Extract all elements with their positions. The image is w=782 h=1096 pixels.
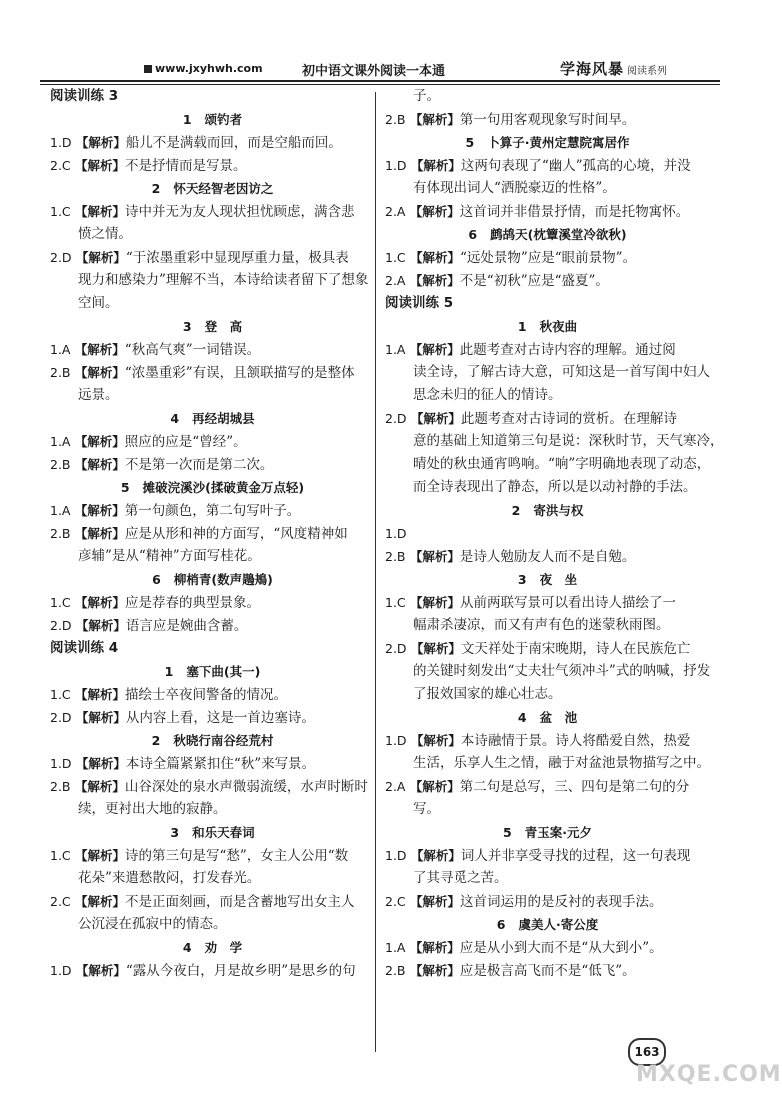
poem-title-text: 卜算子·黄州定慧院寓居作 — [487, 135, 630, 150]
poem-title — [385, 223, 710, 246]
analysis-tag: 【解析】 — [75, 710, 126, 725]
answer-text: “远处景物”应是“眼前景物”。 — [459, 250, 637, 266]
answer-item — [50, 430, 375, 453]
poem-title — [50, 315, 375, 338]
answer-text: 本诗融情于景。诗人将酷爱自然，热爱 — [460, 733, 691, 749]
analysis-tag: 【解析】 — [74, 687, 125, 702]
poem-title-text: 柳梢青(数声鶗鴂) — [173, 572, 273, 587]
answer-item — [385, 936, 710, 959]
answer-item — [385, 200, 710, 223]
page-number: 163 — [628, 1038, 666, 1066]
answer-item — [50, 361, 375, 384]
analysis-tag: 【解析】 — [75, 618, 126, 633]
poem-title — [385, 131, 710, 154]
poem-title — [385, 821, 710, 844]
watermark-logo: MXQE.COM — [636, 1062, 782, 1087]
poem-number: 1 — [517, 319, 527, 334]
brand-name: 学海风暴 — [560, 60, 625, 78]
analysis-tag: 【解析】 — [75, 250, 126, 265]
answer-number: 2.D — [50, 250, 72, 265]
answer-item — [385, 154, 710, 177]
analysis-tag: 【解析】 — [409, 342, 460, 357]
answer-item — [385, 844, 710, 867]
answer-number: 2.B — [50, 457, 71, 472]
answer-text: 照应的应是“曾经”。 — [124, 434, 247, 450]
answer-continuation: 子。 — [413, 88, 440, 104]
poem-title — [385, 499, 710, 522]
answer-continuation: 生活，乐享人生之情，融于对盆池景物描写之中。 — [413, 755, 710, 771]
poem-title-text: 夜 坐 — [539, 572, 578, 587]
answer-item — [50, 131, 375, 154]
poem-number: 5 — [465, 135, 475, 150]
poem-title-text: 秋晓行南谷经荒村 — [173, 733, 274, 748]
answer-continuation: 续，更衬出大地的寂静。 — [78, 801, 227, 817]
answer-item — [385, 890, 710, 913]
answer-number: 2.D — [385, 641, 407, 656]
poem-title — [50, 108, 375, 131]
poem-title-text: 和乐天春词 — [192, 825, 255, 840]
answer-text: 这首词并非借景抒情，而是托物寓怀。 — [459, 204, 690, 220]
section-heading: 阅读训练 4 — [50, 640, 119, 656]
analysis-tag: 【解析】 — [75, 963, 126, 978]
answer-text: 诗的第三句是写“愁”，女主人公用“数 — [124, 848, 349, 864]
answer-number: 1.C — [385, 595, 406, 610]
answer-item — [50, 246, 375, 269]
poem-title — [385, 568, 710, 591]
analysis-tag: 【解析】 — [74, 365, 125, 380]
answer-number: 2.D — [385, 411, 407, 426]
answer-text: 不是正面刻画，而是含蓄地写出女主人 — [124, 894, 355, 910]
header-brand — [560, 58, 667, 79]
poem-title-text: 鹧鸪天(枕簟溪堂冷欲秋) — [490, 227, 627, 242]
analysis-tag: 【解析】 — [409, 963, 460, 978]
analysis-tag: 【解析】 — [410, 158, 461, 173]
analysis-tag: 【解析】 — [409, 549, 460, 564]
answer-item — [50, 154, 375, 177]
answer-continuation: 写。 — [413, 801, 440, 817]
answer-number: 1.A — [50, 342, 71, 357]
poem-title-text: 摊破浣溪沙(揉破黄金万点轻) — [142, 480, 305, 495]
answer-number: 1.A — [50, 503, 71, 518]
page-header — [40, 58, 720, 84]
poem-title-text: 怀天经智老因访之 — [173, 181, 274, 196]
poem-number: 2 — [151, 733, 161, 748]
answer-item — [50, 890, 375, 913]
answer-text: 应是从形和神的方面写，“风度精神如 — [124, 526, 348, 542]
poem-title — [50, 476, 375, 499]
poem-title — [50, 177, 375, 200]
left-column — [50, 85, 375, 982]
answer-item — [50, 522, 375, 545]
answer-item — [385, 545, 710, 568]
poem-number: 4 — [182, 940, 192, 955]
section-heading: 阅读训练 3 — [50, 88, 119, 104]
answer-number: 2.D — [50, 710, 72, 725]
poem-number: 1 — [182, 112, 192, 127]
answer-number: 2.D — [50, 618, 72, 633]
answer-number: 1.C — [50, 204, 71, 219]
answer-number: 2.B — [385, 549, 406, 564]
answer-item — [50, 683, 375, 706]
answer-text: 从内容上看，这是一首边塞诗。 — [125, 710, 315, 726]
analysis-tag: 【解析】 — [74, 204, 125, 219]
poem-title-text: 虞美人·寄公度 — [518, 917, 599, 932]
poem-title — [385, 706, 710, 729]
poem-title-text: 青玉案·元夕 — [524, 825, 592, 840]
analysis-tag: 【解析】 — [410, 848, 461, 863]
answer-number: 2.A — [385, 204, 406, 219]
poem-title — [50, 936, 375, 959]
answer-number: 1.A — [385, 940, 406, 955]
answer-continuation: 意的基础上知道第三句是说：深秋时节，天气寒冷， — [413, 433, 724, 449]
analysis-tag: 【解析】 — [74, 342, 125, 357]
answer-item — [385, 591, 710, 614]
answer-number: 1.C — [50, 687, 71, 702]
analysis-tag: 【解析】 — [409, 250, 460, 265]
poem-number: 4 — [170, 411, 180, 426]
poem-number: 3 — [517, 572, 527, 587]
poem-title — [50, 821, 375, 844]
answer-item — [50, 591, 375, 614]
analysis-tag: 【解析】 — [74, 526, 125, 541]
answer-item — [50, 959, 375, 982]
section-heading: 阅读训练 5 — [385, 295, 454, 311]
answer-text: 此题考查对古诗内容的理解。通过阅 — [459, 342, 676, 358]
answer-text: “于浓墨重彩中显现厚重力量，极具表 — [125, 250, 349, 266]
answer-text: 不是第一次而是第二次。 — [124, 457, 274, 473]
answer-number: 1.C — [50, 848, 71, 863]
answer-continuation: 了报效国家的雄心壮志。 — [413, 686, 562, 702]
answer-continuation: 思念未归的征人的情诗。 — [413, 387, 562, 403]
answer-text: 第二句是总写，三、四句是第二句的分 — [459, 779, 690, 795]
answer-text: 这两句表现了“幽人”孤高的心境，并没 — [460, 158, 691, 174]
answer-item — [385, 522, 710, 545]
answer-text: 从前两联写景可以看出诗人描绘了一 — [459, 595, 676, 611]
answer-continuation: 幅肃杀凄凉，而又有声有色的迷蒙秋雨图。 — [413, 617, 670, 633]
analysis-tag: 【解析】 — [409, 940, 460, 955]
analysis-tag: 【解析】 — [74, 779, 125, 794]
answer-item — [385, 407, 710, 430]
answer-continuation: 现力和感染力”理解不当，本诗给读者留下了想象 — [78, 272, 369, 288]
poem-title — [50, 660, 375, 683]
answer-continuation: 的关键时刻发出“丈夫壮气须冲斗”式的呐喊，抒发 — [413, 663, 711, 679]
poem-title-text: 颂钓者 — [204, 112, 243, 127]
answer-item — [50, 614, 375, 637]
poem-title-text: 登 高 — [204, 319, 243, 334]
answer-continuation: 而全诗表现出了静态，所以是以动衬静的手法。 — [413, 479, 697, 495]
analysis-tag: 【解析】 — [409, 894, 460, 909]
poem-title-text: 劝 学 — [204, 940, 243, 955]
answer-number: 1.D — [50, 963, 72, 978]
answer-text: “秋高气爽”一词错误。 — [124, 342, 261, 358]
poem-title — [385, 315, 710, 338]
answer-number: 1.D — [385, 158, 407, 173]
poem-title-text: 再经胡城县 — [192, 411, 255, 426]
poem-title-text: 寄洪与权 — [533, 503, 584, 518]
answer-item — [50, 499, 375, 522]
answer-number: 2.A — [385, 779, 406, 794]
answer-text: 描绘士卒夜间警备的情况。 — [124, 687, 287, 703]
answer-item — [385, 338, 710, 361]
answer-text: 此题考查对古诗词的赏析。在理解诗 — [460, 411, 677, 427]
poem-number: 5 — [120, 480, 130, 495]
analysis-tag: 【解析】 — [410, 641, 461, 656]
answer-text: 应是荐春的典型景象。 — [124, 595, 260, 611]
answer-number: 1.D — [385, 526, 407, 541]
answer-item — [50, 752, 375, 775]
poem-number: 5 — [502, 825, 512, 840]
answer-number: 1.D — [50, 756, 72, 771]
answer-continuation: 彦辅”是从“精神”方面写桂花。 — [78, 548, 261, 564]
answer-number: 2.B — [50, 779, 71, 794]
poem-number: 4 — [517, 710, 527, 725]
answer-continuation: 有体现出词人“洒脱豪迈的性格”。 — [413, 180, 616, 196]
answer-continuation: 远景。 — [78, 387, 119, 403]
answer-continuation: 公沉浸在孤寂中的情态。 — [78, 916, 227, 932]
answer-text: 船儿不是满载而回，而是空船而回。 — [125, 135, 342, 151]
poem-number: 6 — [152, 572, 161, 587]
answer-number: 1.D — [385, 848, 407, 863]
answer-number: 2.B — [385, 963, 406, 978]
answer-number: 2.C — [385, 894, 406, 909]
answer-item — [50, 844, 375, 867]
answer-item — [385, 959, 710, 982]
answer-text: 不是“初秋”应是“盛夏”。 — [459, 273, 609, 289]
answer-continuation: 愤之情。 — [78, 226, 132, 242]
answer-continuation: 花朵”来遣愁散闷，打发春光。 — [78, 870, 261, 886]
answer-item — [50, 200, 375, 223]
answer-number: 2.B — [385, 112, 406, 127]
poem-number: 1 — [164, 664, 174, 679]
answer-item — [385, 729, 710, 752]
answer-item — [50, 775, 375, 798]
poem-title — [385, 913, 710, 936]
column-divider — [375, 92, 376, 1052]
answer-item — [385, 775, 710, 798]
answer-text: 第一句颜色，第二句写叶子。 — [124, 503, 301, 519]
answer-text: 第一句用客观现象写时间早。 — [459, 112, 636, 128]
poem-title — [50, 568, 375, 591]
answer-continuation: 读全诗，了解古诗大意，可知这是一首写闺中妇人 — [413, 364, 710, 380]
answer-item — [385, 246, 710, 269]
answer-text: 不是抒情而是写景。 — [124, 158, 247, 174]
poem-number: 3 — [170, 825, 180, 840]
header-url: www.jxyhwh.com — [144, 62, 263, 75]
answer-number: 2.C — [50, 158, 71, 173]
poem-title-text: 盆 池 — [539, 710, 578, 725]
answer-text: 这首词运用的是反衬的表现手法。 — [459, 894, 663, 910]
answer-text: 是诗人勉励友人而不是自勉。 — [459, 549, 636, 565]
answer-text: 山谷深处的泉水声微弱流缓，水声时断时 — [124, 779, 368, 795]
answer-number: 1.C — [385, 250, 406, 265]
analysis-tag: 【解析】 — [410, 411, 461, 426]
analysis-tag: 【解析】 — [409, 204, 460, 219]
answer-number: 2.B — [50, 526, 71, 541]
analysis-tag: 【解析】 — [409, 273, 460, 288]
answer-text: 词人并非享受寻找的过程，这一句表现 — [460, 848, 691, 864]
analysis-tag: 【解析】 — [409, 112, 460, 127]
header-title: 初中语文课外阅读一本通 — [302, 64, 446, 79]
analysis-tag: 【解析】 — [74, 894, 125, 909]
answer-item — [385, 269, 710, 292]
answer-continuation: 空间。 — [78, 295, 119, 311]
answer-item — [385, 637, 710, 660]
header-rule — [40, 80, 720, 82]
analysis-tag: 【解析】 — [74, 158, 125, 173]
analysis-tag: 【解析】 — [409, 779, 460, 794]
answer-number: 1.C — [50, 595, 71, 610]
answer-text: “露从今夜白，月是故乡明”是思乡的句 — [125, 963, 356, 979]
analysis-tag: 【解析】 — [74, 595, 125, 610]
answer-text: 应是从小到大而不是“从大到小”。 — [459, 940, 663, 956]
brand-series: 阅读系列 — [627, 66, 668, 77]
poem-number: 2 — [511, 503, 521, 518]
answer-number: 2.C — [50, 894, 71, 909]
analysis-tag: 【解析】 — [74, 503, 125, 518]
analysis-tag: 【解析】 — [74, 848, 125, 863]
poem-title — [50, 729, 375, 752]
answer-text: 语言应是婉曲含蓄。 — [125, 618, 248, 634]
analysis-tag: 【解析】 — [74, 457, 125, 472]
poem-title-text: 秋夜曲 — [539, 319, 578, 334]
answer-item — [50, 338, 375, 361]
answer-number: 2.B — [50, 365, 71, 380]
poem-number: 6 — [496, 917, 506, 932]
poem-number: 6 — [468, 227, 478, 242]
analysis-tag: 【解析】 — [74, 434, 125, 449]
right-column — [385, 85, 724, 982]
poem-title-text: 塞下曲(其一) — [186, 664, 261, 679]
poem-title — [50, 407, 375, 430]
answer-text: 文天祥处于南宋晚期，诗人在民族危亡 — [460, 641, 691, 657]
answer-text: 诗中并无为友人现状担忧顾虑，满含悲 — [124, 204, 355, 220]
poem-number: 3 — [182, 319, 192, 334]
answer-text: 应是极言高飞而不是“低飞”。 — [459, 963, 636, 979]
answer-item — [50, 453, 375, 476]
answer-number: 1.A — [50, 434, 71, 449]
answer-continuation: 晴处的秋虫通宵鸣响。“响”字明确地表现了动态， — [413, 456, 711, 472]
analysis-tag: 【解析】 — [410, 733, 461, 748]
answer-text: “浓墨重彩”有误，且颔联描写的是整体 — [124, 365, 355, 381]
answer-number: 1.A — [385, 342, 406, 357]
answer-number: 2.A — [385, 273, 406, 288]
analysis-tag: 【解析】 — [409, 595, 460, 610]
analysis-tag: 【解析】 — [75, 135, 126, 150]
answer-text: 本诗全篇紧紧扣住“秋”来写景。 — [125, 756, 316, 772]
answer-item — [50, 706, 375, 729]
answer-item — [385, 108, 710, 131]
answer-continuation: 了其寻觅之苦。 — [413, 870, 508, 886]
answer-number: 1.D — [385, 733, 407, 748]
answer-number: 1.D — [50, 135, 72, 150]
analysis-tag: 【解析】 — [75, 756, 126, 771]
poem-number: 2 — [151, 181, 161, 196]
